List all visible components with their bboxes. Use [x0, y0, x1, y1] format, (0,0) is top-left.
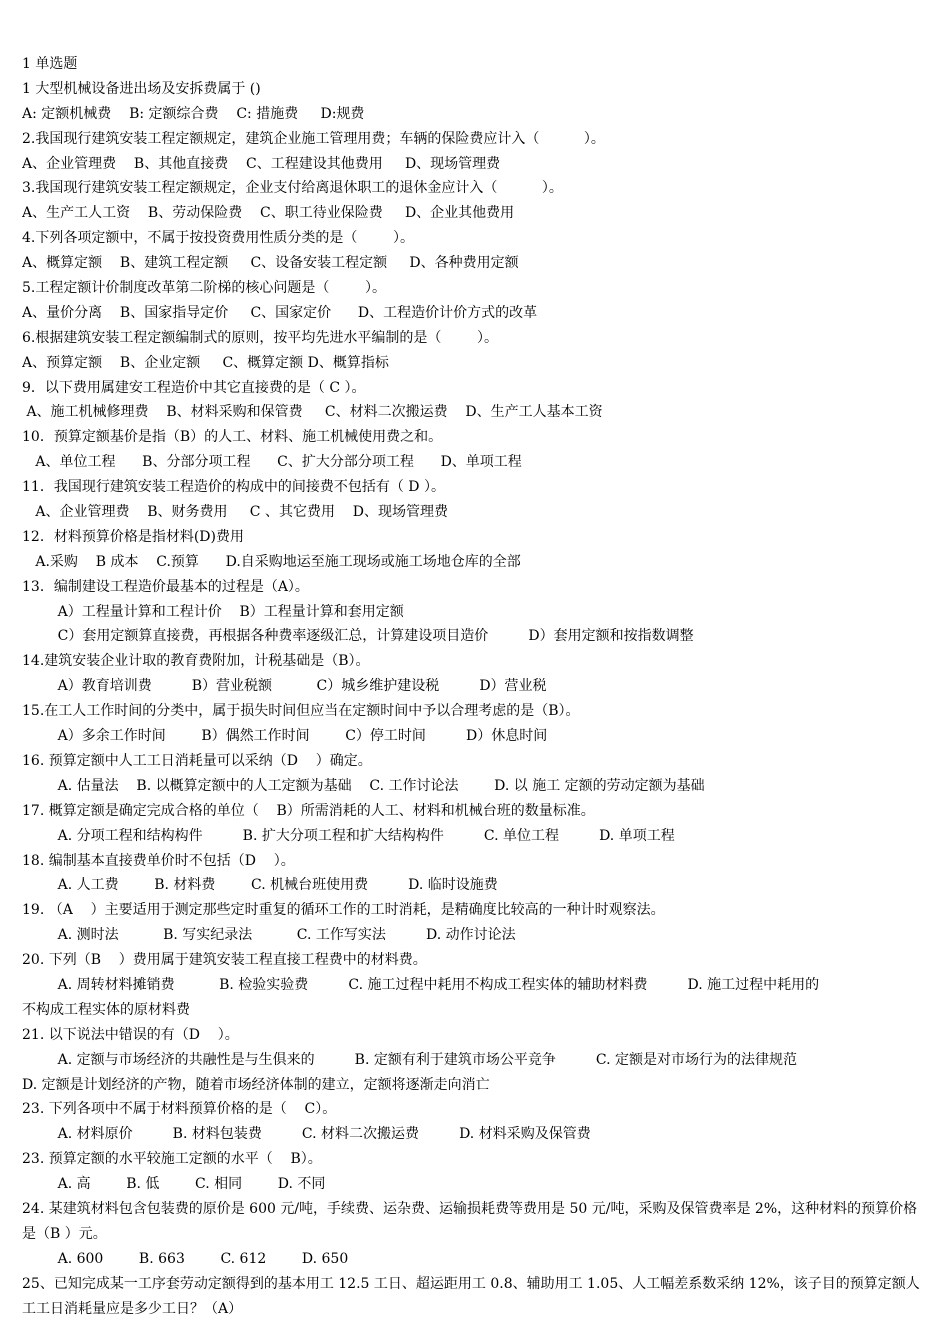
- document-line: 4.下列各项定额中，不属于按投资费用性质分类的是（ ）。: [22, 230, 414, 247]
- document-line: A）工程量计算和工程计价 B）工程量计算和套用定额: [22, 603, 404, 620]
- document-line: 23. 预算定额的水平较施工定额的水平（ B）。: [22, 1151, 322, 1168]
- question-21: [22, 1023, 926, 1098]
- question-lines-group-a: [22, 52, 926, 948]
- document-line: A、施工机械修理费 B、材料采购和保管费 C、材料二次搬运费 D、生产工人基本工资: [22, 404, 603, 421]
- document-line: A、量价分离 B、国家指导定价 C、国家定价 D、工程造价计价方式的改革: [22, 304, 538, 321]
- document-line: 11．我国现行建筑安装工程造价的构成中的间接费不包括有（ D ）。: [22, 479, 445, 496]
- document-line: 14.建筑安装企业计取的教育费附加，计税基础是（B）。: [22, 653, 370, 670]
- document-line: A）多余工作时间 B）偶然工作时间 C）停工时间 D）休息时间: [22, 728, 548, 745]
- document-line: A）教育培训费 B）营业税额 C）城乡维护建设税 D）营业税: [22, 678, 547, 695]
- document-line: 9．以下费用属建安工程造价中其它直接费的是（ C ）。: [22, 379, 366, 396]
- document-line: 18. 编制基本直接费单价时不包括（D ）。: [22, 852, 295, 869]
- document-line: A: 定额机械费 B: 定额综合费 C: 措施费 D:规费: [22, 105, 365, 122]
- question-20-stem: 20. 下列（B ）费用属于建筑安装工程直接工程费中的材料费。: [22, 952, 427, 969]
- document-line: A、概算定额 B、建筑工程定额 C、设备安装工程定额 D、各种费用定额: [22, 255, 519, 272]
- document-line: 1 单选题: [22, 56, 78, 72]
- question-lines-group-b: [22, 1097, 926, 1197]
- document-line: A. 材料原价 B. 材料包装费 C. 材料二次搬运费 D. 材料采购及保管费: [22, 1126, 591, 1143]
- document-line: A、单位工程 B、分部分项工程 C、扩大分部分项工程 D、单项工程: [22, 454, 522, 471]
- document-line: 1 大型机械设备进出场及安拆费属于 (): [22, 80, 261, 97]
- document-line: A、企业管理费 B、财务费用 C 、其它费用 D、现场管理费: [22, 504, 448, 521]
- question-20-options-continued: 不构成工程实体的原材料费: [22, 1001, 190, 1018]
- document-line: 17. 概算定额是确定完成合格的单位（ B）所需消耗的人工、材料和机械台班的数量标准。: [22, 802, 595, 819]
- question-25: [22, 1272, 926, 1322]
- document-line: C）套用定额算直接费，再根据各种费率逐级汇总，计算建设项目造价 D）套用定额和按指数调整: [22, 628, 694, 645]
- question-24-options: A. 600 B. 663 C. 612 D. 650: [22, 1250, 349, 1267]
- document-line: A. 测时法 B. 写实纪录法 C. 工作写实法 D. 动作讨论法: [22, 927, 516, 944]
- document-line: 19. （A ）主要适用于测定那些定时重复的循环工作的工时消耗，是精确度比较高的一种计时观察法。: [22, 902, 665, 919]
- question-24: [22, 1197, 926, 1272]
- document-line: 13．编制建设工程造价最基本的过程是（A）。: [22, 578, 309, 595]
- document-line: 15.在工人工作时间的分类中，属于损失时间但应当在定额时间中予以合理考虑的是（B）。: [22, 703, 580, 720]
- document-line: 2.我国现行建筑安装工程定额规定，建筑企业施工管理用费；车辆的保险费应计入（ ）。: [22, 130, 605, 147]
- document-line: 3.我国现行建筑安装工程定额规定，企业支付给离退休职工的退休金应计入（ ）。: [22, 180, 563, 197]
- question-21-stem: 21. 以下说法中错误的有（D ）。: [22, 1026, 239, 1043]
- document-line: A. 分项工程和结构构件 B. 扩大分项工程和扩大结构构件 C. 单位工程 D. 单项工程: [22, 827, 675, 844]
- document-line: 5.工程定额计价制度改革第二阶梯的核心问题是（ ）。: [22, 280, 386, 297]
- document-line: A. 高 B. 低 C. 相同 D. 不同: [22, 1176, 326, 1193]
- document-body: [22, 52, 926, 1321]
- question-21-options: A. 定额与市场经济的共融性是与生俱来的 B. 定额有利于建筑市场公平竞争 C. 定额是对市场行为的法律规范: [22, 1051, 798, 1068]
- document-line: A. 估量法 B. 以概算定额中的人工定额为基础 C. 工作讨论法 D. 以 施工 定额的劳动定额为基础: [22, 777, 705, 794]
- document-line: A、企业管理费 B、其他直接费 C、工程建设其他费用 D、现场管理费: [22, 155, 501, 172]
- document-line: 12．材料预算价格是指材料(D)费用: [22, 528, 244, 545]
- document-line: A、生产工人工资 B、劳动保险费 C、职工待业保险费 D、企业其他费用: [22, 205, 515, 222]
- document-line: 6.根据建筑安装工程定额编制式的原则，按平均先进水平编制的是（ ）。: [22, 329, 498, 346]
- document-line: A. 人工费 B. 材料费 C. 机械台班使用费 D. 临时设施费: [22, 877, 498, 894]
- document-line: 16. 预算定额中人工工日消耗量可以采纳（D ）确定。: [22, 752, 372, 769]
- question-24-stem: 24. 某建筑材料包含包装费的原价是 600 元/吨，手续费、运杂费、运输损耗费等费用是 50 元/吨，采购及保管费率是 2%，这种材料的预算价格是（B ）元。: [22, 1200, 918, 1242]
- document-line: 10．预算定额基价是指（B）的人工、材料、施工机械使用费之和。: [22, 429, 443, 446]
- question-20: [22, 948, 926, 1023]
- question-21-options-continued: D. 定额是计划经济的产物，随着市场经济体制的建立，定额将逐渐走向消亡: [22, 1076, 490, 1093]
- document-line: 23. 下列各项中不属于材料预算价格的是（ C）。: [22, 1101, 337, 1118]
- document-line: A、预算定额 B、企业定额 C、概算定额 D、概算指标: [22, 354, 389, 371]
- question-20-options: A. 周转材料摊销费 B. 检验实验费 C. 施工过程中耗用不构成工程实体的辅助材料费 D. 施工过程中耗用的: [22, 976, 820, 993]
- question-25-stem: 25、已知完成某一工序套劳动定额得到的基本用工 12.5 工日、超运距用工 0.8、辅助用工 1.05、人工幅差系数采纳 12%，该子目的预算定额人工工日消耗量应是多少工日？（A）: [22, 1275, 920, 1317]
- document-line: A.采购 B 成本 C.预算 D.自采购地运至施工现场或施工场地仓库的全部: [22, 553, 521, 570]
